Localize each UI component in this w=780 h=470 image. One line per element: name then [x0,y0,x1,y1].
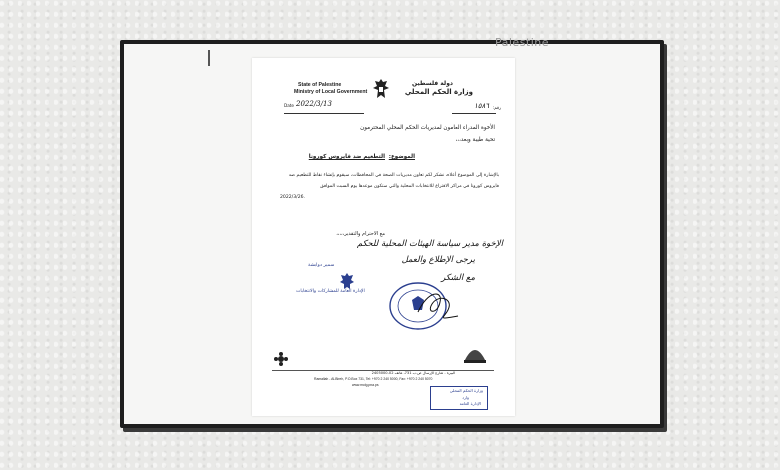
subject-label: الموضوع: [388,154,415,160]
eagle-emblem-icon [372,78,390,100]
addressee: الأخوة المدراء العامون لمديريات الحكم المحلي المحترمون [360,125,495,131]
ref-label: رقم: [492,105,501,110]
subject-text: التطعيم ضد فايروس كورونا [308,154,385,160]
header-en-line1: State of Palestine [298,82,342,88]
footer-badge-logo-icon [462,342,488,364]
small-emblem-icon [338,272,356,290]
greeting: تحية طيبة وبعد،،، [455,137,495,143]
footer-arabic: البيرة - شارع الإرسال ص.ب 731، هاتف 02-2405000 [371,371,455,375]
header-ar-line2: وزارة الحكم المحلي [404,88,473,96]
footer-website: www.molg.pna.ps [352,383,379,387]
body-line-2: فايروس كورونا في مراكز الاقتراع للانتخابات المحلية والتي ستكون موعدها يوم السبت الموافق [320,184,499,189]
header-ar-line1: دولة فلسطين [412,80,453,87]
handwritten-note-2: يرجى الإطلاع والعمل [401,255,475,265]
closing: مع الاحترام والتقدير،،،،، [336,231,385,237]
received-stamp [430,386,488,410]
ref-underline [452,113,496,114]
date-value: 2022/3/13 [296,100,332,108]
ministry-flower-logo-icon [274,352,288,368]
header-en-line2: Ministry of Local Government [294,89,368,95]
body-line-3: 2022/3/26. [279,195,305,200]
received-stamp-line1: وزارة الحكم المحلي [449,388,483,393]
handwritten-note-1: الإخوة مدير سياسة الهيئات المحلية للحكم [357,239,503,249]
official-round-stamp-icon [388,280,464,332]
date-label: Date [284,103,295,108]
screen-caption: Palestine [495,36,550,49]
text-cursor [208,50,210,66]
signatory-name: سمير دوابشة [308,263,335,268]
received-stamp-line2: وارد [462,395,469,400]
ref-value: ١٥٨٦ [473,102,489,110]
letter-page [252,58,515,416]
handwritten-note-3: مع الشكر [441,273,475,283]
received-stamp-line3: الإدارة العامة [459,401,481,406]
body-line-1: بالإشارة إلى الموضوع أعلاه، نشكر لكم تعاون مديريات الصحة في المحافظات، سيقوم بإنشاء نقاط للتطعيم ضد [288,173,499,178]
footer-english: Ramallah - Al-Bireh, P.O.Box 731, Tel: +970 2 240 5000, Fax: +970 2 240 5070 [314,377,433,381]
date-underline [284,113,364,114]
signatory-department: الإدارة العامة للمشاركات والانتخابات [296,289,365,294]
